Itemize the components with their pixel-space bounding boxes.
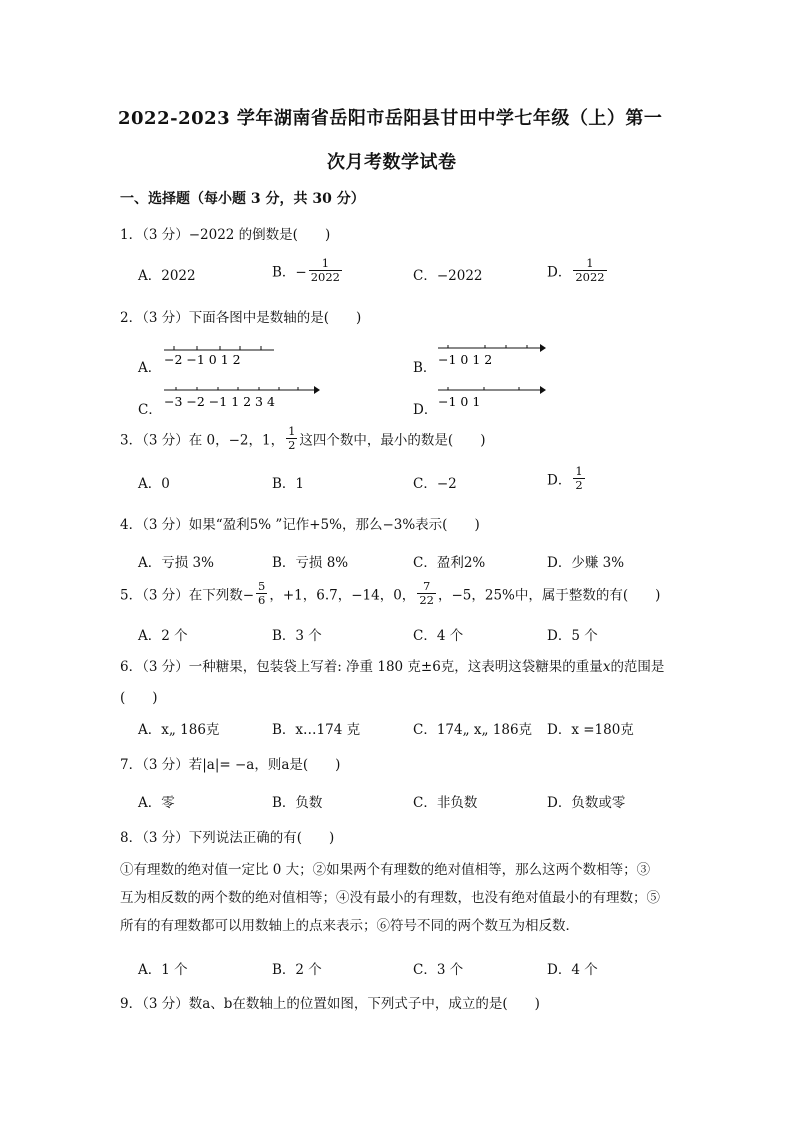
q6-variable: x (602, 659, 611, 675)
q4-option-b: B．亏损 8% (272, 555, 349, 571)
page-title-line1: 2022-2023 学年湖南省岳阳市岳阳县甘田中学七年级（上）第一 (118, 108, 663, 129)
svg-text:−3 −2 −1 1 2 3 4: −3 −2 −1 1 2 3 4 (164, 394, 275, 409)
q5-fraction-2: $\frac{7}{22}$ (419, 579, 434, 607)
q6-option-c: C．174„ x„ 186克 (413, 722, 533, 738)
q3-d-label: D． (547, 472, 572, 489)
q7-option-c: C．非负数 (413, 795, 478, 811)
q2-number-line-d (436, 382, 548, 412)
q3-option-a: A．0 (138, 476, 170, 492)
q3-option-c: C．−2 (413, 476, 457, 492)
q5-option-d: D．5 个 (547, 628, 598, 644)
question-4-stem: 4．（3 分）如果“盈利5% ”记作+5%，那么−3%表示( ) (120, 517, 480, 533)
q6-option-a: A．x„ 186克 (138, 722, 220, 738)
q2-option-d-label: D． (413, 402, 438, 418)
q5-stem-pre: 5．（3 分）在下列数− (120, 587, 255, 604)
q2-number-line-c (162, 382, 324, 412)
q5-option-a: A．2 个 (138, 628, 188, 644)
q6-option-b: B．x…174 克 (272, 722, 361, 738)
q3-d-fraction: $\frac{1}{2}$ (575, 464, 583, 492)
svg-text:−1 0 1 2: −1 0 1 2 (438, 352, 493, 367)
question-6-stem (120, 655, 664, 675)
q5-option-b: B．3 个 (272, 628, 322, 644)
q8-option-b: B．2 个 (272, 962, 322, 978)
q3-option-b: B．1 (272, 476, 305, 492)
question-5-stem (120, 580, 660, 607)
question-8-body: ①有理数的绝对值一定比 0 大；②如果两个有理数的绝对值相等，那么这两个数相等；③互为相反数的两个数的绝对值相等；④没有最小的有理数，也没有绝对值最小的有理数；⑤所有的有理数都可以用数轴上的点来表示；⑥符号不同的两个数互为相反数． (120, 862, 660, 934)
q1-option-b (272, 257, 344, 284)
svg-text:−1 0 1: −1 0 1 (438, 394, 481, 409)
q7-option-d: D．负数或零 (547, 795, 626, 811)
q7-option-b: B．负数 (272, 795, 323, 811)
q1-option-a: A．2022 (138, 268, 196, 284)
q1-option-d (547, 257, 609, 284)
q6-stem-end: 的范围是 (610, 659, 665, 675)
q5-stem-post: ，−5，25%中，属于整数的有( ) (437, 587, 661, 604)
q5-fraction-1: $\frac{5}{6}$ (258, 579, 266, 607)
q4-option-a: A．亏损 3% (138, 555, 214, 571)
question-1-stem: 1．（3 分）−2022 的倒数是( ) (120, 227, 331, 243)
q8-option-a: A．1 个 (138, 962, 188, 978)
q7-option-a: A．零 (138, 795, 175, 811)
q3-fraction: $\frac{1}{2}$ (288, 424, 296, 452)
q6-stem-text: 6．（3 分）一种糖果，包装袋上写着: 净重 180 克±6克，这表明这袋糖果的重量 (120, 659, 603, 675)
q2-option-a-label: A． (138, 360, 162, 376)
q1-b-fraction: $\frac{1}{2022}$ (310, 256, 341, 284)
q5-stem-mid: ，+1，6.7，−14，0， (269, 587, 416, 604)
q4-option-d: D．少赚 3% (547, 555, 625, 571)
q2-option-c-label: C． (138, 402, 162, 418)
question-9-stem: 9．（3 分）数a、b在数轴上的位置如图，下列式子中，成立的是( ) (120, 996, 540, 1012)
question-2-stem: 2．（3 分）下面各图中是数轴的是( ) (120, 310, 362, 326)
q3-stem-post: 这四个数中，最小的数是( ) (299, 432, 486, 449)
q4-option-c: C．盈利2% (413, 555, 486, 571)
section-header: 一、选择题（每小题 3 分，共 30 分） (120, 191, 365, 207)
question-3-stem (120, 425, 485, 452)
question-8-stem: 8．（3 分）下列说法正确的有( ) (120, 830, 335, 846)
q3-stem-pre: 3．（3 分）在 0，−2，1， (120, 432, 285, 449)
question-7-stem: 7．（3 分）若|a|= −a，则a是( ) (120, 757, 341, 773)
q1-d-label: D． (547, 264, 572, 281)
q2-number-line-b (436, 340, 548, 370)
svg-text:−2 −1 0 1 2: −2 −1 0 1 2 (164, 352, 241, 367)
q8-option-c: C．3 个 (413, 962, 464, 978)
q1-d-fraction: $\frac{1}{2022}$ (575, 256, 605, 284)
q1-b-label: B．− (272, 264, 307, 281)
q6-option-d: D．x =180克 (547, 722, 634, 738)
q1-option-c: C．−2022 (413, 268, 483, 284)
question-6-stem-line2: ( ) (120, 690, 158, 706)
q8-option-d: D．4 个 (547, 962, 598, 978)
q2-number-line-a (162, 342, 282, 370)
page-title-line2: 次月考数学试卷 (327, 152, 457, 173)
q5-option-c: C．4 个 (413, 628, 464, 644)
q2-option-b-label: B． (413, 360, 437, 376)
q3-option-d (547, 465, 587, 492)
